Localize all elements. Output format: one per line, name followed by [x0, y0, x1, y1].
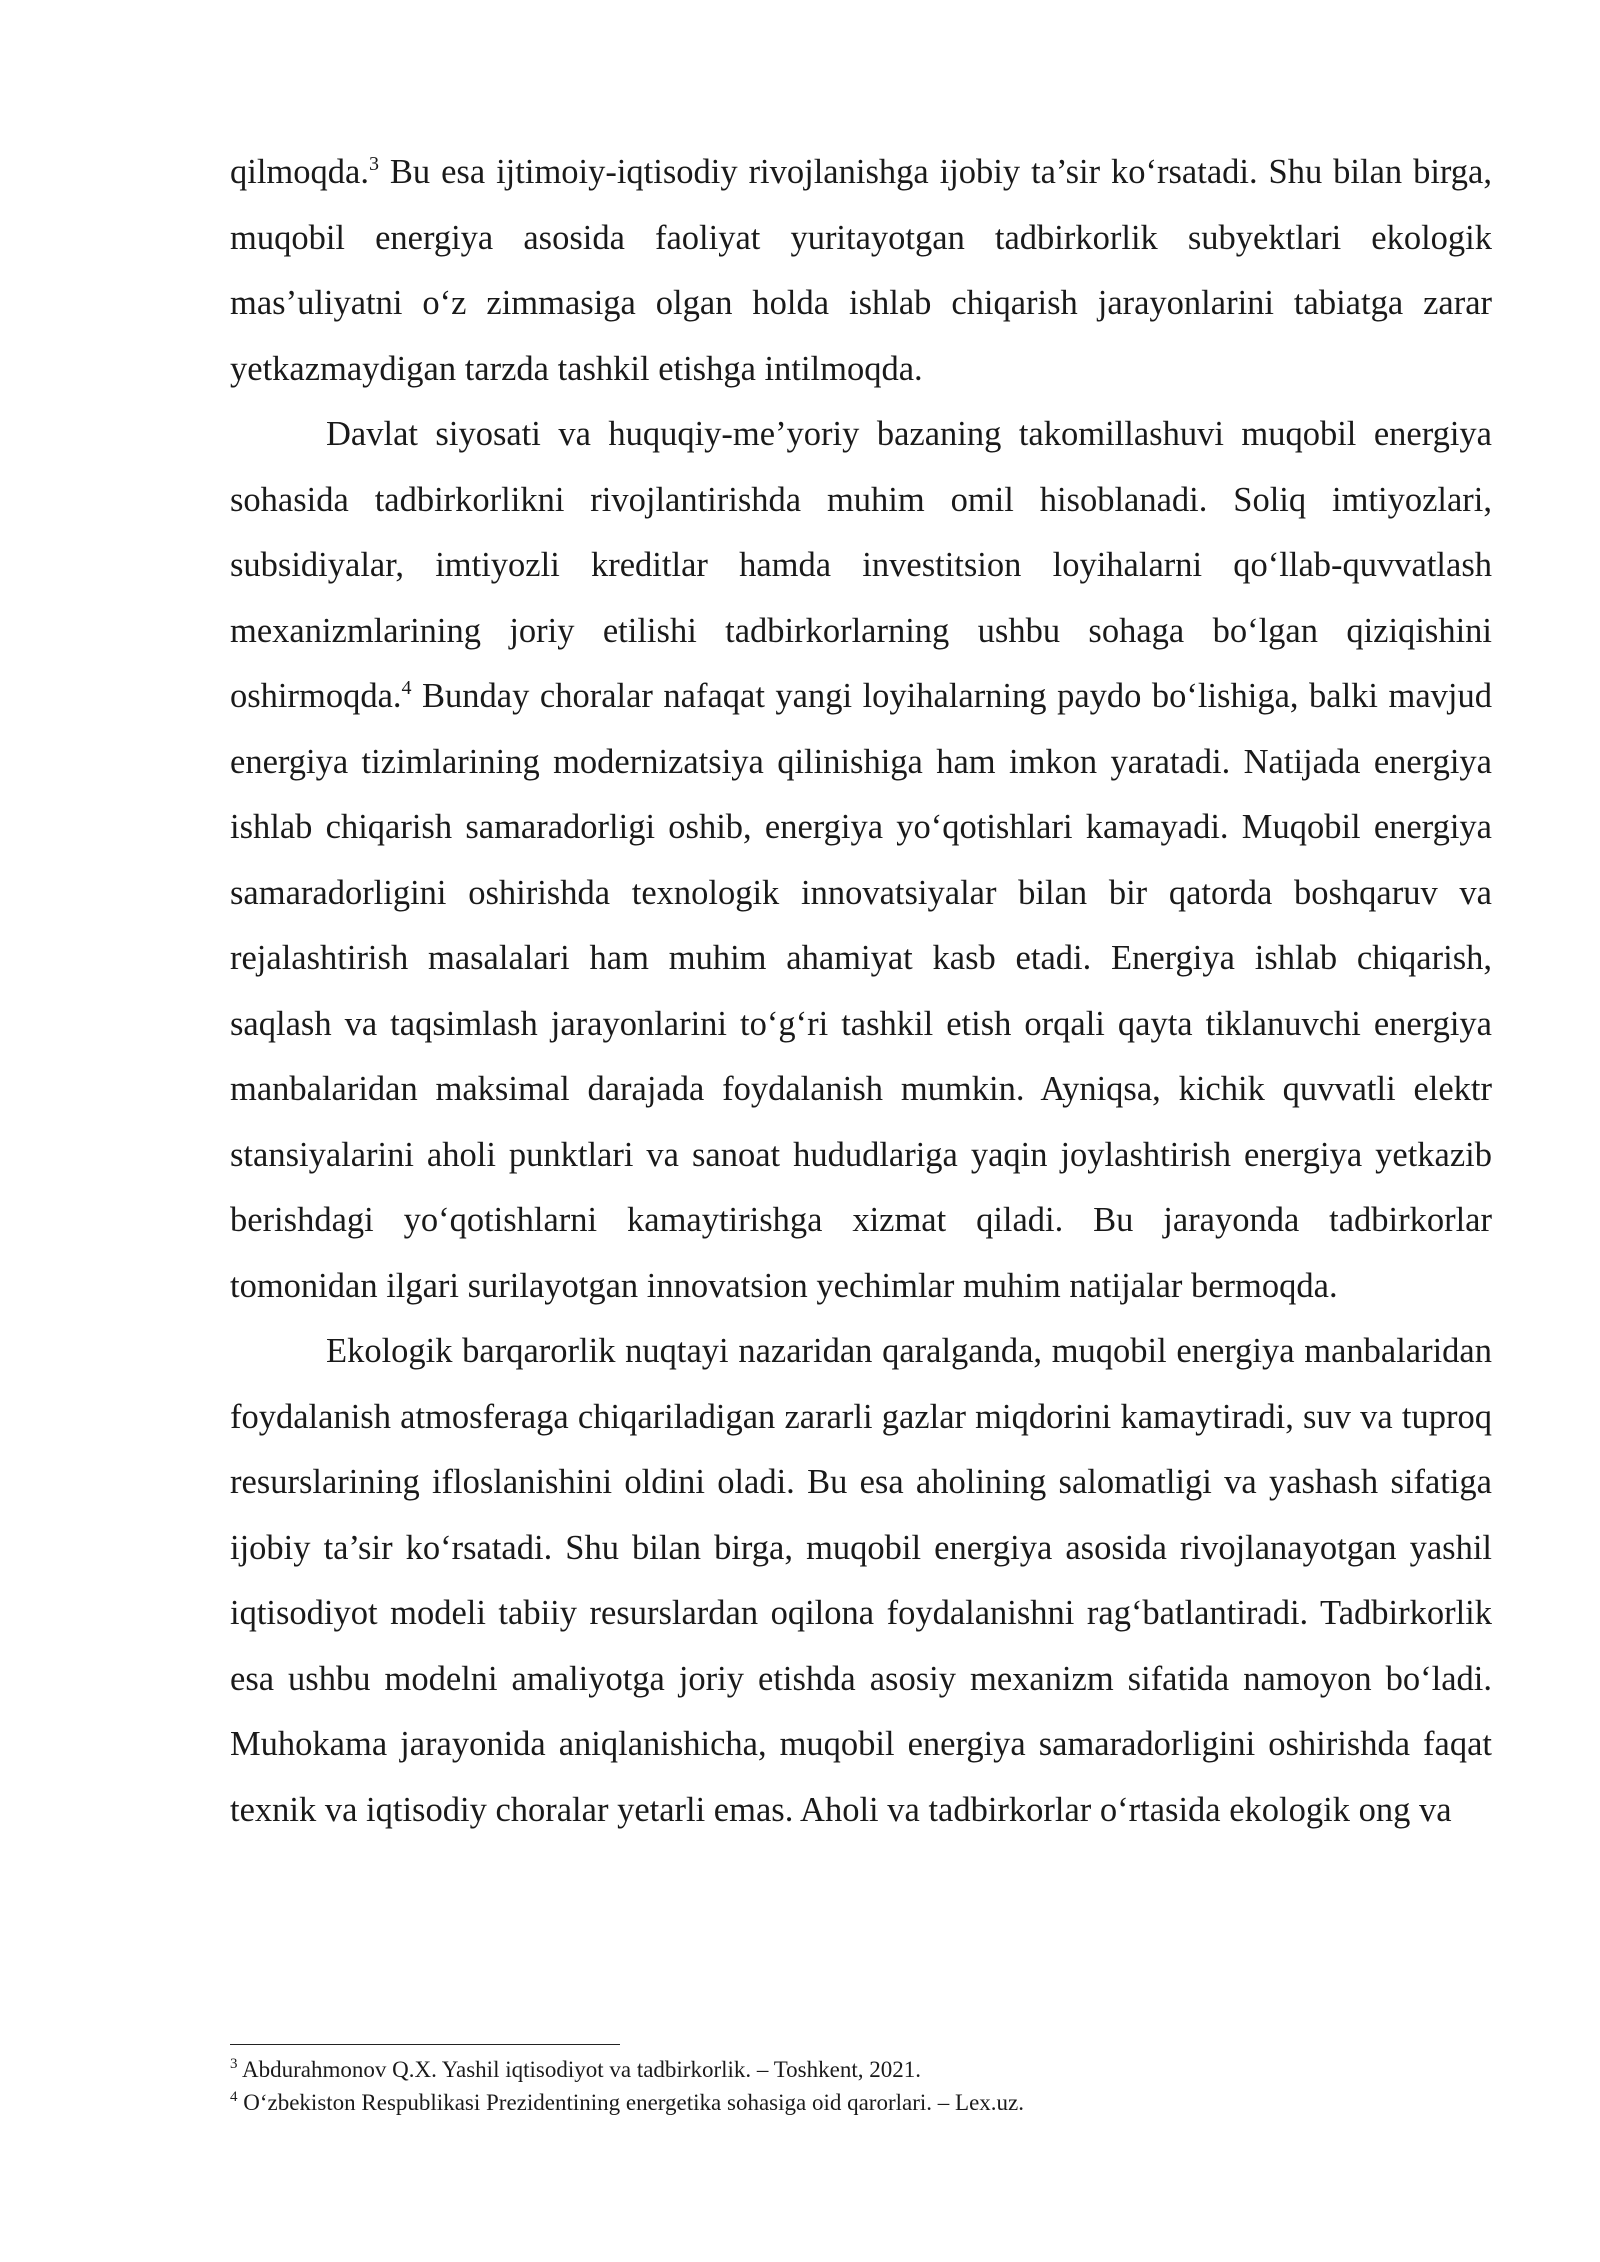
footnote-4: [230, 2086, 1492, 2119]
footnotes: [230, 2053, 1492, 2119]
paragraph-text: Davlat siyosati va huquqiy-me’yoriy bazaning takomillashuvi muqobil energiya sohasida tadbirkorlikni rivojlantirishda muhim omil hisoblanadi. Soliq imtiyozlari, subsidiyalar, imtiyozli kreditlar hamda investitsion loyihalarni qo‘llab-quvvatlash mexanizmlarining joriy etilishi tadbirkorlarning ushbu sohaga bo‘lgan qiziqishini oshirmoqda.: [230, 415, 1492, 715]
paragraph-text: qilmoqda.: [230, 153, 369, 191]
footnote-number: 4: [230, 2089, 238, 2105]
paragraph-1: [230, 140, 1492, 402]
paragraph-2: [230, 402, 1492, 1319]
paragraph-text: Bu esa ijtimoiy-iqtisodiy rivojlanishga ijobiy ta’sir ko‘rsatadi. Shu bilan birga, muqobil energiya asosida faoliyat yuritayotgan tadbirkorlik subyektlari ekologik mas’uliyatni o‘z zimmasiga olgan holda ishlab chiqarish jarayonlarini tabiatga zarar yetkazmaydigan tarzda tashkil etishga intilmoqda.: [230, 153, 1492, 388]
footnote-reference-3[interactable]: 3: [368, 153, 379, 175]
document-body: [230, 140, 1492, 1843]
paragraph-text: Ekologik barqarorlik nuqtayi nazaridan qaralganda, muqobil energiya manbalaridan foydalanish atmosferaga chiqariladigan zararli gazlar miqdorini kamaytiradi, suv va tuproq resurslarining ifloslanishini oldini oladi. Bu esa aholining salomatligi va yashash sifatiga ijobiy ta’sir ko‘rsatadi. Shu bilan birga, muqobil energiya asosida rivojlanayotgan yashil iqtisodiyot modeli tabiiy resurslardan oqilona foydalanishni rag‘batlantiradi. Tadbirkorlik esa ushbu modelni amaliyotga joriy etishda asosiy mexanizm sifatida namoyon bo‘ladi. Muhokama jarayonida aniqlanishicha, muqobil energiya samaradorligini oshirishda faqat texnik va iqtisodiy choralar yetarli emas. Aholi va tadbirkorlar o‘rtasida ekologik ong va: [230, 1332, 1492, 1829]
footnote-separator: [230, 2044, 620, 2045]
footnote-reference-4[interactable]: 4: [401, 677, 412, 699]
footnote-3: [230, 2053, 1492, 2086]
paragraph-text: Bunday choralar nafaqat yangi loyihalarning paydo bo‘lishiga, balki mavjud energiya tizimlarining modernizatsiya qilinishiga ham imkon yaratadi. Natijada energiya ishlab chiqarish samaradorligi oshib, energiya yo‘qotishlari kamayadi. Muqobil energiya samaradorligini oshirishda texnologik innovatsiyalar bilan bir qatorda boshqaruv va rejalashtirish masalalari ham muhim ahamiyat kasb etadi. Energiya ishlab chiqarish, saqlash va taqsimlash jarayonlarini to‘g‘ri tashkil etish orqali qayta tiklanuvchi energiya manbalaridan maksimal darajada foydalanish mumkin. Ayniqsa, kichik quvvatli elektr stansiyalarini aholi punktlari va sanoat hududlariga yaqin joylashtirish energiya yetkazib berishdagi yo‘qotishlarni kamaytirishga xizmat qiladi. Bu jarayonda tadbirkorlar tomonidan ilgari surilayotgan innovatsion yechimlar muhim natijalar bermoqda.: [230, 677, 1492, 1305]
paragraph-3: [230, 1319, 1492, 1843]
footnote-text: Abdurahmonov Q.X. Yashil iqtisodiyot va tadbirkorlik. – Toshkent, 2021.: [237, 2057, 921, 2082]
footnote-text: O‘zbekiston Respublikasi Prezidentining energetika sohasiga oid qarorlari. – Lex.uz.: [237, 2090, 1024, 2115]
footnote-number: 3: [230, 2056, 238, 2072]
